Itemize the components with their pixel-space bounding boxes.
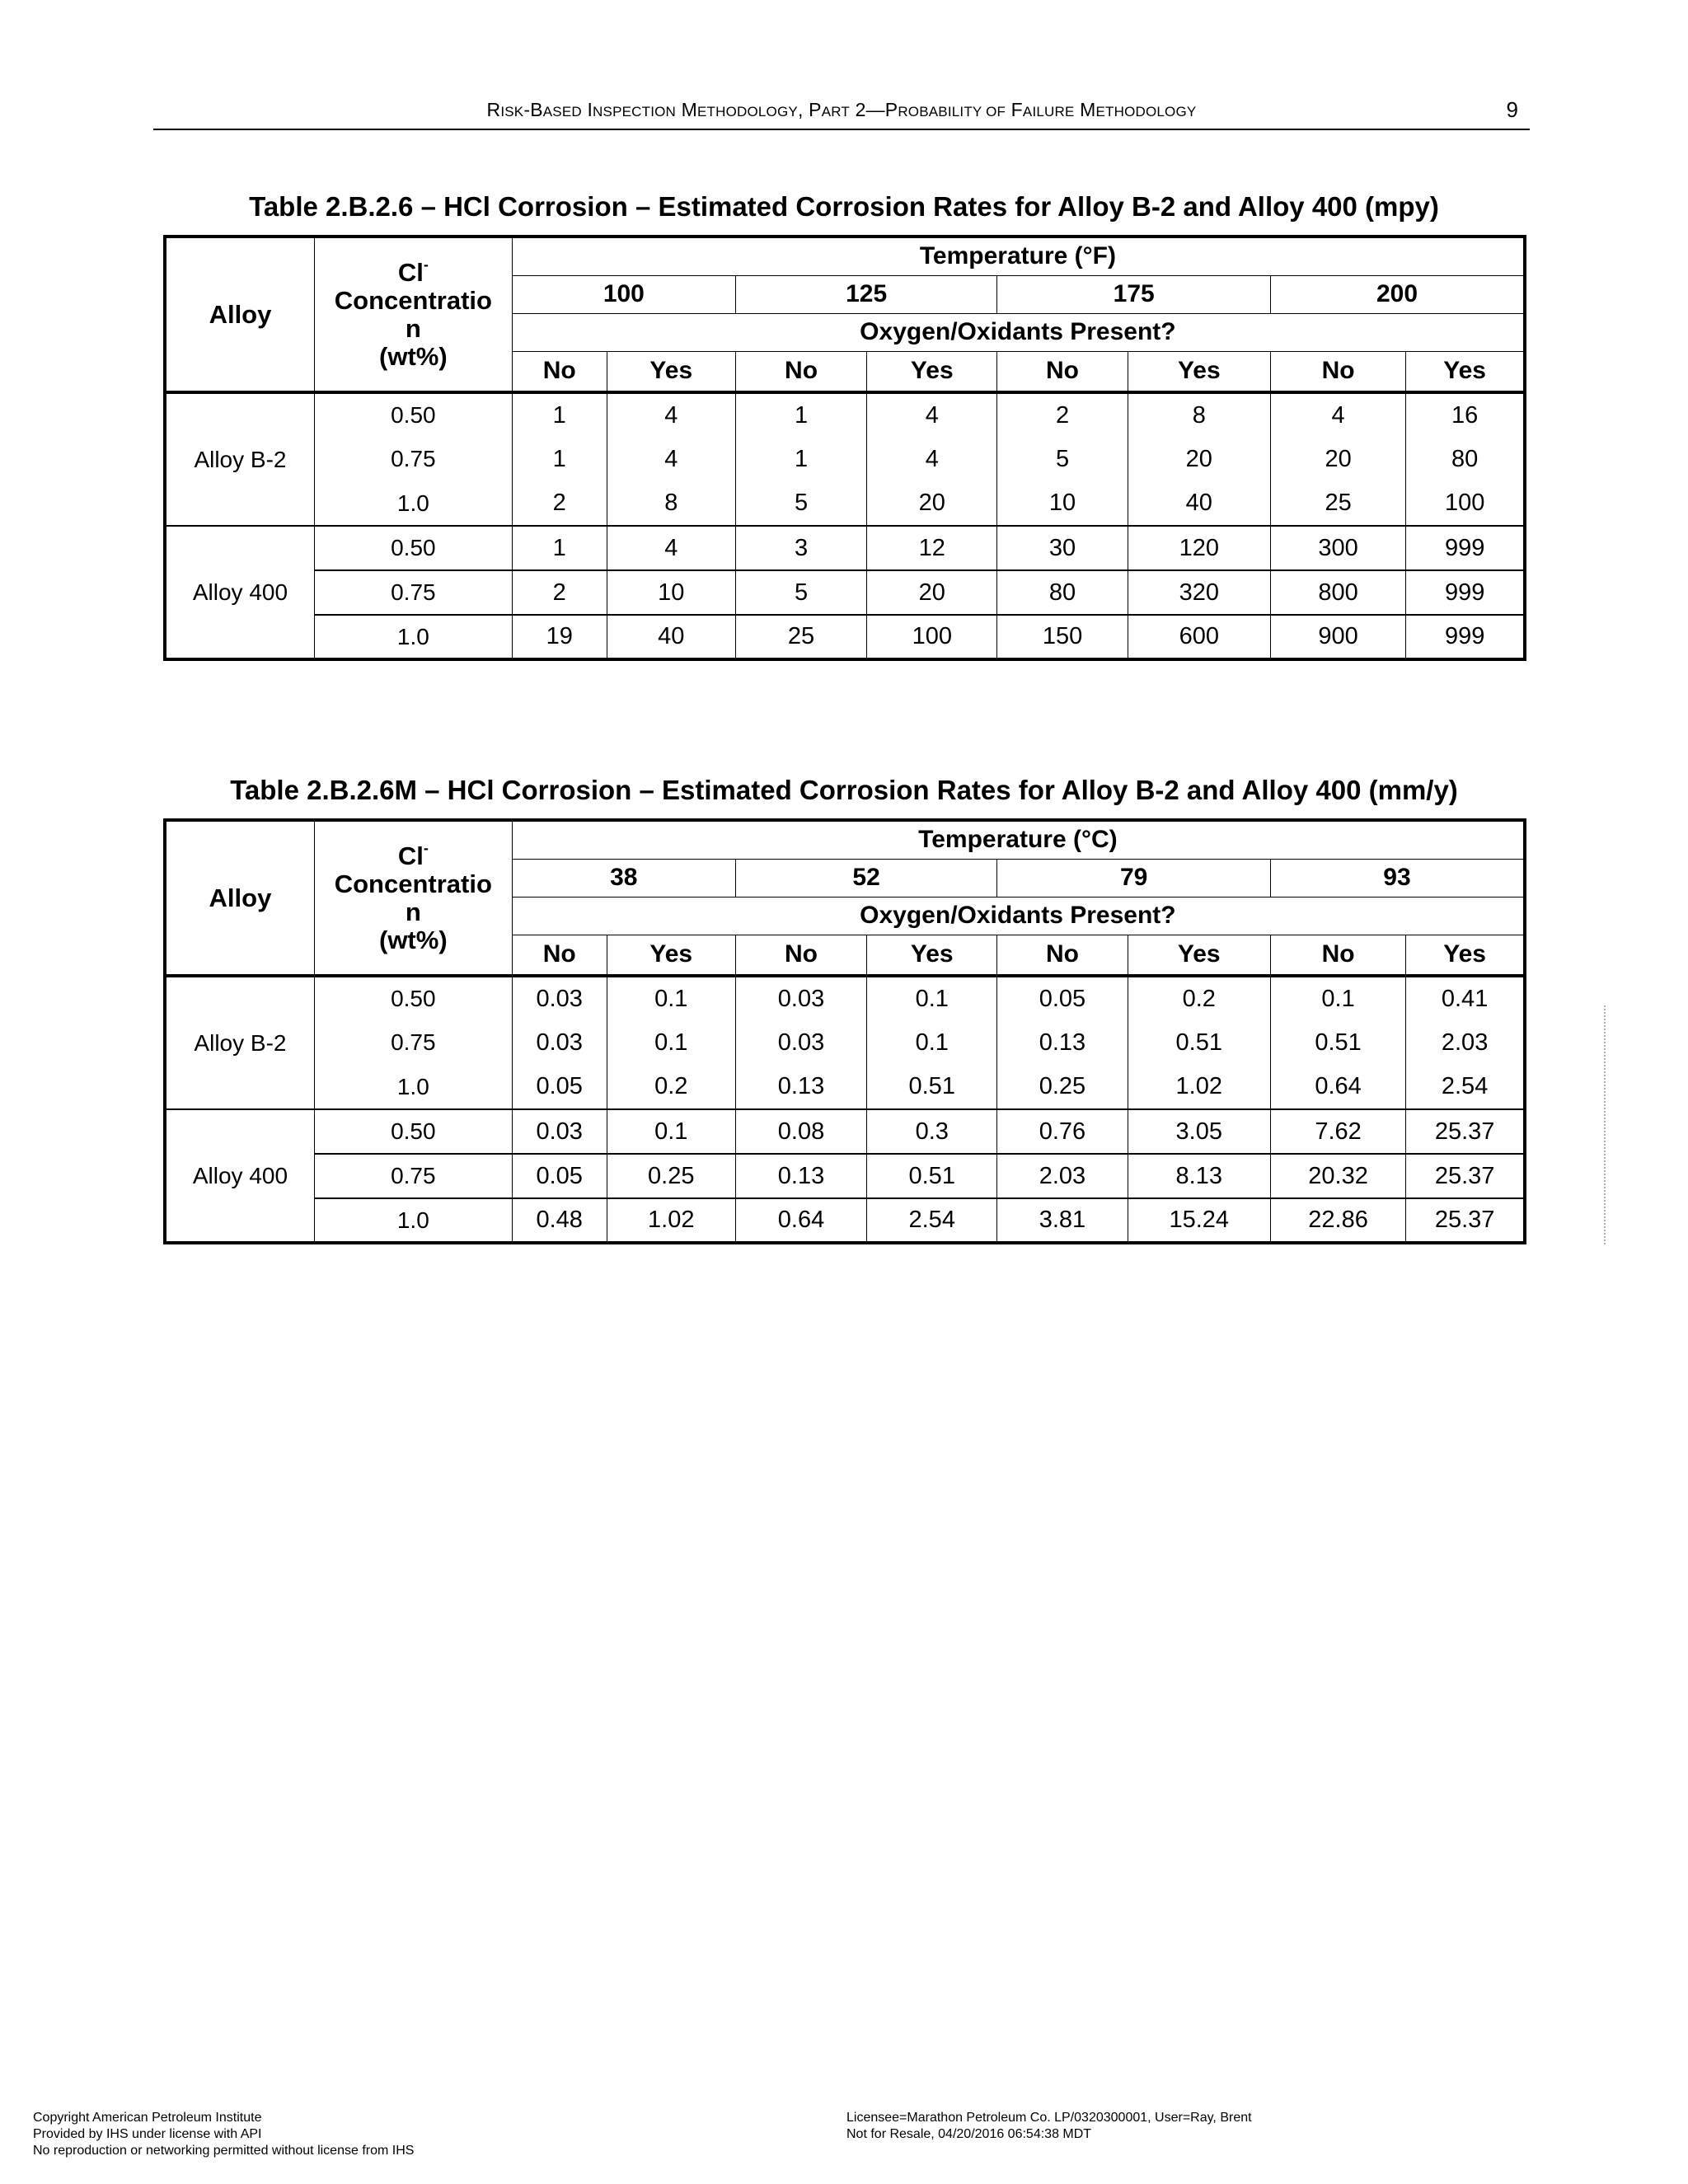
rate-cell: 600 [1128,615,1270,659]
rate-cell: 25.37 [1406,1109,1525,1154]
header-temp-2: 125 [735,275,996,313]
rate-cell: 3.81 [997,1198,1128,1243]
header-yes: Yes [607,351,735,392]
header-temp-3: 175 [997,275,1271,313]
alloy-group [165,1109,1525,1243]
rate-cell: 0.1 [607,1109,735,1154]
header-alloy: Alloy [165,237,314,392]
rate-cell: 800 [1270,570,1405,615]
corrosion-table-mmy [163,818,1526,1244]
header-concentration: Cl- Concentratio n (wt%) [314,237,512,392]
rate-cell: 4 [607,437,735,481]
rate-cell: 1 [512,392,607,437]
header-no: No [997,351,1128,392]
rate-cell: 3 [735,526,866,570]
rate-cell: 2.54 [867,1198,997,1243]
concentration-cell: 0.75 [314,437,512,481]
running-title: RISK-BASED INSPECTION METHODOLOGY, PART 2—PROBABILITY OF FAILURE METHODOLOGY [486,99,1197,120]
alloy-group [165,976,1525,1109]
concentration-cell: 1.0 [314,1198,512,1243]
header-yes: Yes [867,935,997,976]
header-temperature: Temperature (°F) [512,237,1525,275]
rate-cell: 0.05 [512,1154,607,1198]
rate-cell: 19 [512,615,607,659]
header-temp-1: 100 [512,275,735,313]
rate-cell: 25.37 [1406,1154,1525,1198]
rate-cell: 5 [735,570,866,615]
rate-cell: 0.25 [997,1065,1128,1109]
rate-cell: 3.05 [1128,1109,1270,1154]
rate-cell: 900 [1270,615,1405,659]
header-temp-4: 93 [1270,859,1525,897]
concentration-cell: 0.50 [314,976,512,1020]
table-row [165,392,1525,437]
rate-cell: 120 [1128,526,1270,570]
rate-cell: 0.1 [1270,976,1405,1020]
rate-cell: 0.64 [1270,1065,1405,1109]
rate-cell: 0.51 [1270,1020,1405,1065]
rate-cell: 1 [512,437,607,481]
rate-cell: 12 [867,526,997,570]
rate-cell: 0.51 [867,1065,997,1109]
rate-cell: 15.24 [1128,1198,1270,1243]
header-no: No [735,351,866,392]
header-no: No [1270,935,1405,976]
concentration-cell: 0.50 [314,526,512,570]
footer-license: Licensee=Marathon Petroleum Co. LP/0320300001, User=Ray, Brent Not for Resale, 04/20/2016 06:54:38 MDT [846,2111,1252,2141]
header-yes: Yes [1406,351,1525,392]
rate-cell: 0.1 [607,976,735,1020]
footer-copyright: Copyright American Petroleum Institute Provided by IHS under license with API No reproduction or networking permitted without license from IHS [33,2111,415,2158]
rate-cell: 20 [867,570,997,615]
rate-cell: 2.03 [1406,1020,1525,1065]
rate-cell: 20 [1270,437,1405,481]
rate-cell: 4 [607,392,735,437]
table-row [165,1065,1525,1109]
rate-cell: 5 [997,437,1128,481]
rate-cell: 20.32 [1270,1154,1405,1198]
alloy-group [165,526,1525,659]
table-row [165,1020,1525,1065]
header-yes: Yes [867,351,997,392]
rate-cell: 0.25 [607,1154,735,1198]
alloy-name: Alloy B-2 [165,976,314,1109]
rate-cell: 0.3 [867,1109,997,1154]
header-oxygen: Oxygen/Oxidants Present? [512,897,1525,935]
table-row [165,570,1525,615]
header-concentration: Cl- Concentratio n (wt%) [314,820,512,976]
rate-cell: 2.54 [1406,1065,1525,1109]
rate-cell: 40 [607,615,735,659]
rate-cell: 25.37 [1406,1198,1525,1243]
table-row [165,1198,1525,1243]
rate-cell: 100 [1406,481,1525,526]
rate-cell: 0.2 [1128,976,1270,1020]
table-title-mmy: Table 2.B.2.6M – HCl Corrosion – Estimated Corrosion Rates for Alloy B-2 and Alloy 400 (mm/y) [230,775,1458,805]
rate-cell: 5 [735,481,866,526]
rate-cell: 1.02 [1128,1065,1270,1109]
table-row [165,1109,1525,1154]
rate-cell: 0.03 [512,976,607,1020]
rate-cell: 4 [867,437,997,481]
table-row [165,976,1525,1020]
header-no: No [512,935,607,976]
header-temp-3: 79 [997,859,1271,897]
rate-cell: 0.03 [735,976,866,1020]
header-no: No [735,935,866,976]
rate-cell: 7.62 [1270,1109,1405,1154]
alloy-name: Alloy 400 [165,526,314,659]
header-no: No [997,935,1128,976]
rate-cell: 80 [997,570,1128,615]
rate-cell: 4 [867,392,997,437]
concentration-cell: 0.75 [314,570,512,615]
table-row [165,481,1525,526]
header-no: No [1270,351,1405,392]
rate-cell: 8 [1128,392,1270,437]
concentration-cell: 0.75 [314,1154,512,1198]
rate-cell: 8.13 [1128,1154,1270,1198]
rate-cell: 150 [997,615,1128,659]
rate-cell: 4 [607,526,735,570]
rate-cell: 0.2 [607,1065,735,1109]
rate-cell: 0.03 [735,1020,866,1065]
rate-cell: 8 [607,481,735,526]
rate-cell: 1.02 [607,1198,735,1243]
alloy-name: Alloy 400 [165,1109,314,1243]
rate-cell: 300 [1270,526,1405,570]
rate-cell: 0.1 [867,976,997,1020]
header-temp-4: 200 [1270,275,1525,313]
table-row [165,526,1525,570]
rate-cell: 100 [867,615,997,659]
rate-cell: 4 [1270,392,1405,437]
concentration-cell: 0.50 [314,1109,512,1154]
running-header [153,96,1530,130]
rate-cell: 10 [607,570,735,615]
rate-cell: 2 [512,570,607,615]
rate-cell: 25 [1270,481,1405,526]
rate-cell: 0.41 [1406,976,1525,1020]
rate-cell: 0.13 [997,1020,1128,1065]
header-oxygen: Oxygen/Oxidants Present? [512,313,1525,351]
header-yes: Yes [1128,935,1270,976]
concentration-cell: 1.0 [314,481,512,526]
rate-cell: 0.13 [735,1154,866,1198]
rate-cell: 0.48 [512,1198,607,1243]
header-alloy: Alloy [165,820,314,976]
rate-cell: 0.05 [512,1065,607,1109]
rate-cell: 20 [1128,437,1270,481]
concentration-cell: 1.0 [314,615,512,659]
table-row [165,1154,1525,1198]
table-title-mpy: Table 2.B.2.6 – HCl Corrosion – Estimated Corrosion Rates for Alloy B-2 and Alloy 400 (mpy) [249,191,1439,222]
rate-cell: 20 [867,481,997,526]
rate-cell: 0.51 [1128,1020,1270,1065]
rate-cell: 999 [1406,570,1525,615]
alloy-name: Alloy B-2 [165,392,314,526]
rate-cell: 0.1 [607,1020,735,1065]
table-row [165,437,1525,481]
rate-cell: 2 [512,481,607,526]
rate-cell: 999 [1406,526,1525,570]
header-temp-1: 38 [512,859,735,897]
rate-cell: 1 [512,526,607,570]
header-yes: Yes [607,935,735,976]
rate-cell: 40 [1128,481,1270,526]
rate-cell: 0.51 [867,1154,997,1198]
rate-cell: 30 [997,526,1128,570]
header-yes: Yes [1406,935,1525,976]
rate-cell: 999 [1406,615,1525,659]
alloy-group [165,392,1525,526]
header-temperature: Temperature (°C) [512,820,1525,859]
rate-cell: 0.76 [997,1109,1128,1154]
rate-cell: 0.1 [867,1020,997,1065]
rate-cell: 0.05 [997,976,1128,1020]
corrosion-table-mpy [163,235,1526,661]
rate-cell: 0.03 [512,1109,607,1154]
rate-cell: 1 [735,437,866,481]
rate-cell: 0.64 [735,1198,866,1243]
rate-cell: 25 [735,615,866,659]
rate-cell: 80 [1406,437,1525,481]
header-temp-2: 52 [735,859,996,897]
rate-cell: 2.03 [997,1154,1128,1198]
rate-cell: 16 [1406,392,1525,437]
table-row [165,615,1525,659]
rate-cell: 10 [997,481,1128,526]
concentration-cell: 1.0 [314,1065,512,1109]
header-no: No [512,351,607,392]
concentration-cell: 0.75 [314,1020,512,1065]
rate-cell: 0.08 [735,1109,866,1154]
rate-cell: 320 [1128,570,1270,615]
rate-cell: 0.13 [735,1065,866,1109]
rate-cell: 2 [997,392,1128,437]
page-number: 9 [1506,97,1518,122]
header-yes: Yes [1128,351,1270,392]
rate-cell: 0.03 [512,1020,607,1065]
rate-cell: 22.86 [1270,1198,1405,1243]
margin-marks [1604,1005,1609,1244]
concentration-cell: 0.50 [314,392,512,437]
rate-cell: 1 [735,392,866,437]
